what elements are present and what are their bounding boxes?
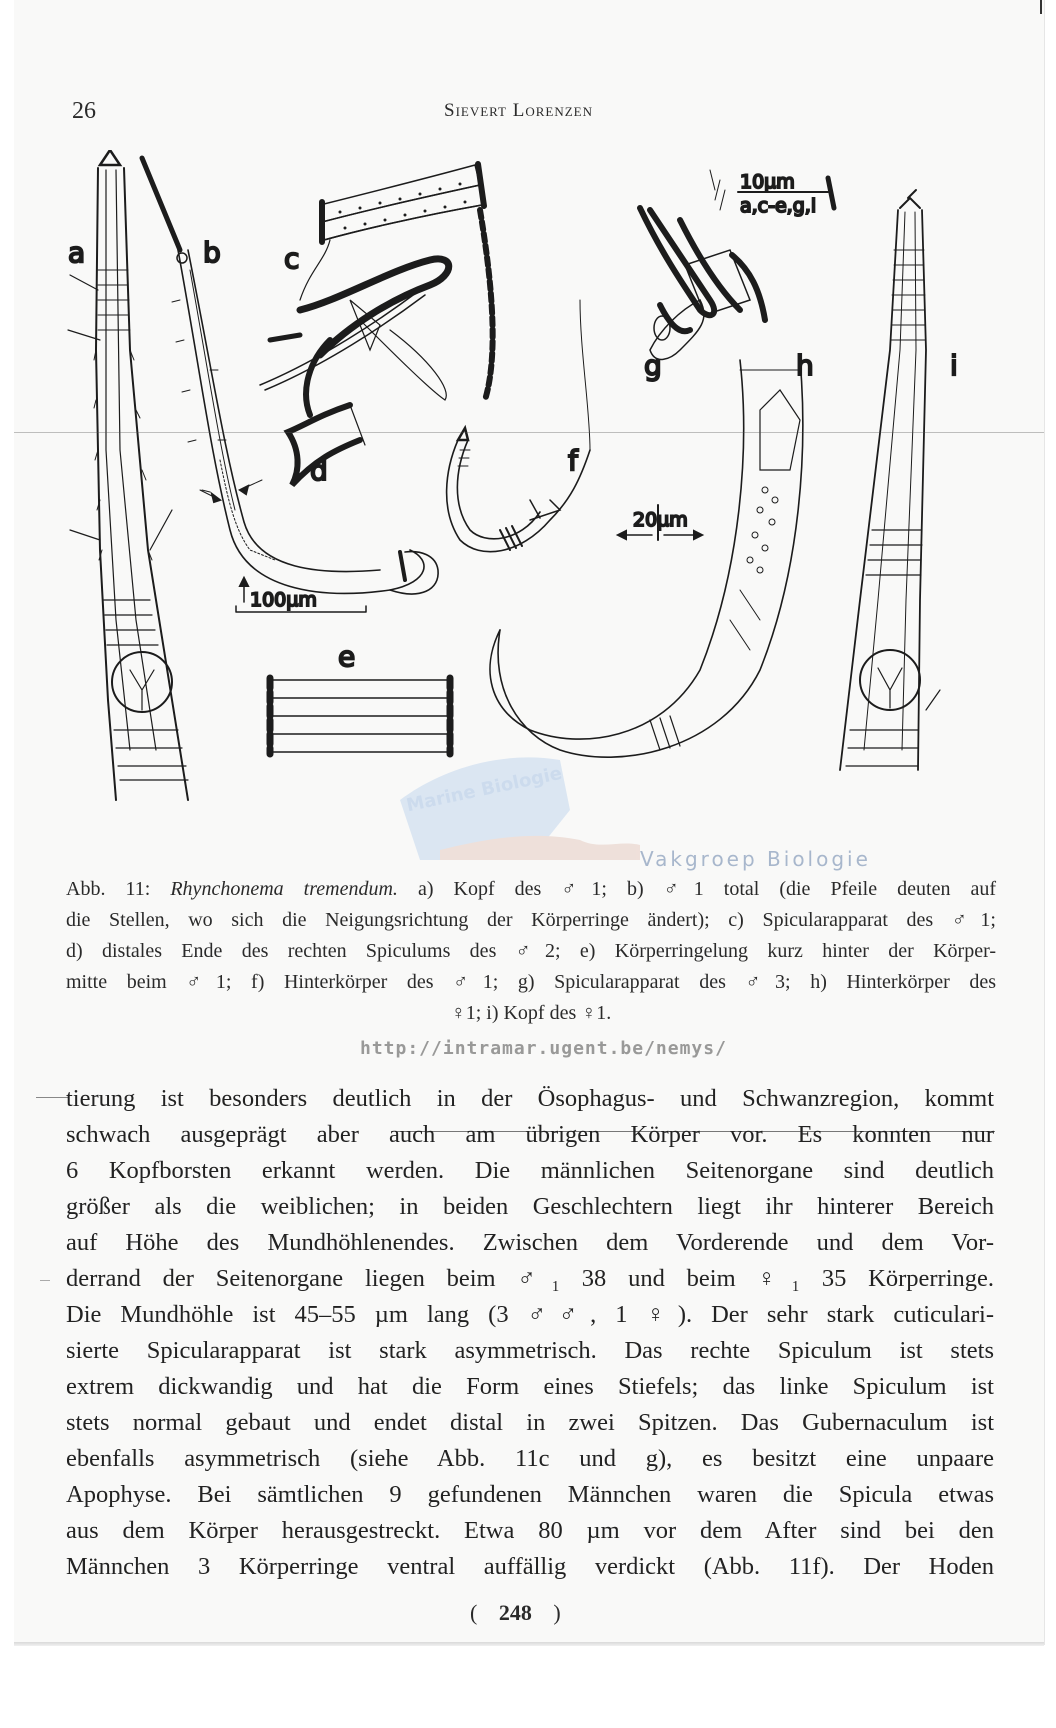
scan-corner-mark <box>1040 0 1042 14</box>
figure-11 <box>60 150 1020 860</box>
body-text <box>66 1081 994 1585</box>
panel-label-c: c <box>284 242 300 275</box>
running-head-page-number: 26 <box>72 98 96 124</box>
watermark-logo <box>400 757 640 860</box>
scale-bar-100um: 100µm <box>250 589 317 611</box>
caption-line-2: die Stellen, wo sich die Neigungsrichtung der Körperringe ändert); c) Spicularapparat des ♂1; <box>66 909 996 931</box>
caption-figure-number: Abb. 11: <box>66 878 151 900</box>
caption-line-5: ♀1; i) Kopf des ♀1. <box>450 1002 612 1024</box>
body-line: ebenfalls asymmetrisch (siehe Abb. 11c und g), es besitzt eine unpaare <box>66 1445 994 1472</box>
body-line: Apophyse. Bei sämtlichen 9 gefundenen Männchen waren die Spicula etwas <box>66 1481 994 1508</box>
panel-label-d: d <box>310 454 328 487</box>
caption-line-4: mitte beim ♂1; f) Hinterkörper des ♂1; g) Spicularapparat des ♂3; h) Hinterkörper des <box>66 971 996 993</box>
body-line: 6 Kopfborsten erkannt werden. Die männlichen Seitenorgane sind deutlich <box>66 1157 994 1184</box>
body-line: schwach ausgeprägt aber auch am übrigen Körper vor. Es konnten nur <box>66 1121 994 1148</box>
panel-label-i: i <box>950 349 958 382</box>
body-line: aus dem Körper herausgestreckt. Etwa 80 µm vor dem After sind bei den <box>66 1517 994 1544</box>
panel-a-head-drawing <box>68 150 188 800</box>
scale-bar-10um-applies-to: a,c-e,g,i <box>740 195 817 217</box>
figure-caption <box>66 874 996 1029</box>
margin-tick <box>40 1280 50 1281</box>
body-line: Männchen 3 Körperringe ventral auffällig verdickt (Abb. 11f). Der Hoden <box>66 1553 994 1580</box>
panel-e-body-annulation-drawing <box>270 678 450 754</box>
figure-drawing <box>60 150 1020 860</box>
body-line: größer als die weiblichen; in beiden Geschlechtern liegt ihr hinterer Bereich <box>66 1193 994 1220</box>
scan-artifact-line <box>14 432 1044 433</box>
body-line: tierung ist besonders deutlich in der Ösophagus- und Schwanzregion, kommt <box>66 1085 994 1112</box>
folio <box>470 1600 561 1626</box>
panel-label-f: f <box>568 444 578 477</box>
panel-i-female-head-drawing <box>840 190 940 770</box>
page-edge <box>14 1642 1044 1646</box>
panel-label-h: h <box>796 349 814 382</box>
caption-text: a) Kopf des ♂1; b) ♂1 total (die Pfeile deuten auf <box>417 878 997 900</box>
panel-label-g: g <box>644 349 662 382</box>
panel-c-spicular-apparatus-drawing <box>260 164 493 415</box>
body-line: Die Mundhöhle ist 45–55 µm lang (3 ♂♂, 1 ♀). Der sehr stark cuticulari- <box>66 1301 994 1328</box>
body-line: extrem dickwandig und hat die Form eines Stiefels; das linke Spiculum ist <box>66 1373 994 1400</box>
folio-number: 248 <box>498 1600 532 1625</box>
panel-label-b: b <box>203 236 221 269</box>
scale-bar-20um-label: 20µm <box>633 509 688 531</box>
watermark-url: http://intramar.ugent.be/nemys/ <box>360 1038 727 1059</box>
caption-line-1 <box>66 874 996 905</box>
panel-f-posterior-body-drawing <box>447 300 590 552</box>
caption-species-name: Rhynchonema tremendum. <box>170 878 398 900</box>
watermark-arc-text: Marine Biologie <box>404 762 564 817</box>
scale-bar-10um-label: 10µm <box>740 171 795 193</box>
panel-label-a: a <box>68 236 86 269</box>
folio-open-paren: ( <box>470 1600 478 1625</box>
panel-h-female-posterior-drawing <box>490 360 803 757</box>
body-line: auf Höhe des Mundhöhlenendes. Zwischen dem Vorderende und dem Vor- <box>66 1229 994 1256</box>
watermark-department: Vakgroep Biologie <box>640 847 871 871</box>
folio-close-paren: ) <box>553 1600 561 1625</box>
caption-line-3: d) distales Ende des rechten Spiculums des ♂2; e) Körperringelung kurz hinter der Körper- <box>66 940 996 962</box>
body-line: sierte Spicularapparat ist stark asymmetrisch. Das rechte Spiculum ist stets <box>66 1337 994 1364</box>
panel-b-whole-male-drawing <box>142 158 438 612</box>
panel-label-e: e <box>338 640 356 673</box>
running-head-author: Sievert Lorenzen <box>444 100 594 121</box>
margin-rule <box>36 1097 68 1098</box>
body-line: derrand der Seitenorgane liegen beim ♂₁ 38 und beim ♀₁ 35 Körperringe. <box>66 1265 994 1292</box>
body-line: stets normal gebaut und endet distal in zwei Spitzen. Das Gubernaculum ist <box>66 1409 994 1436</box>
